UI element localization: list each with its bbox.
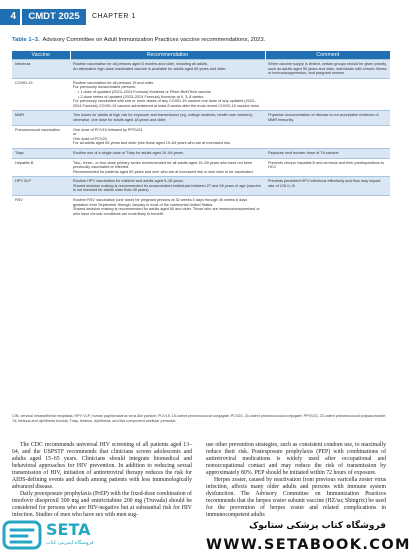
- recommendation-line: Two-, three-, or four-dose primary series recommended for all adults aged 19–59 years who have not been previously vaccinated or infected.: [73, 160, 253, 170]
- recommendation-line: Recommended for patients aged 60 years and over who are at increased risk or who wish to be vaccinated.: [73, 169, 254, 174]
- body-paragraph: Daily preexposure prophylaxis (PrEP) with the fixed-dose combination of tenofovir disoproxil 300 mg and emtricitabine 200 mg (Truvada) should be considered for persons who are HIV-negative but at substantial risk for HIV infection. Studies of men who have sex with men sug-: [12, 491, 192, 519]
- recommendation-line: For previously unvaccinated persons:: [73, 85, 136, 90]
- vaccine-cell: MMR: [12, 111, 70, 125]
- recommendation-line: For all adults aged 65 years and older plus those aged 19–64 years who are at increased risk.: [73, 141, 231, 146]
- recommendation-cell: [70, 125, 265, 148]
- page-number: 4: [0, 9, 20, 25]
- table-row-hpv: [12, 177, 390, 196]
- recommendation-line: Routine HPV vaccination for children and adults aged 9–26 years.: [73, 179, 184, 184]
- table-row-hepatitis-b: [12, 158, 390, 177]
- recommendation-cell: [70, 158, 265, 177]
- recommendation-line: For previously vaccinated with one or more doses of any COVID-19 vaccine one dose of any updated (2023–2024 Formula) COVID-19 vaccine administered at least 8 weeks after the most recent COVID-19 vaccine dose.: [73, 99, 260, 108]
- store-name: فروشگاه کتاب پزشکی ستابوک: [249, 521, 386, 531]
- recommendation-line: Routine RSV vaccination (one dose) for pregnant persons at 32 weeks 0 days through 36 weeks 6 days gestation from September through January in most of the continental United States.: [73, 198, 248, 207]
- book-logo-icon: [2, 518, 42, 552]
- page-header: [0, 9, 400, 25]
- recommendation-line: Two doses for adults at high risk for exposure and transmission (eg, college students, health care workers); otherwise, one dose for adults aged 18 years and older.: [73, 113, 253, 122]
- table-caption: [12, 37, 392, 43]
- logo-subtext: فروشگاه اینترنتی کتاب: [46, 540, 94, 546]
- table-row-mmr: [12, 111, 390, 125]
- comment-cell: Replaces next booster dose of Td vaccine: [265, 148, 390, 158]
- vaccine-table: [12, 51, 390, 218]
- recommendation-cell: [70, 60, 265, 79]
- recommendation-cell: [70, 78, 265, 111]
- body-column-left: [12, 442, 192, 520]
- body-column-right: [206, 442, 386, 519]
- store-url: WWW.SETABOOK.COM: [206, 537, 411, 553]
- recommendation-cell: [70, 111, 265, 125]
- table-header-row: [12, 51, 390, 60]
- table-footnote: CIN, cervical intraepithelial neoplasia; HPV VLP, human papillomavirus virus-like particle; PCV15, 15-valent pneumococcal conjugate; PCV20, 20-valent pneumococcal conjugate; PPSV23, 23-valent pneumococcal polysaccharide; Td, tetanus and diphtheria toxoids; Tdap, tetanus, diphtheria, and five-component acellular pertussis.: [12, 414, 387, 423]
- comment-cell: Prevents chronic hepatitis B and cirrhosis and their predispositions to HCC: [265, 158, 390, 177]
- vaccine-cell: RSV: [12, 196, 70, 219]
- body-paragraph: The CDC recommends universal HIV screening of all patients aged 13–64, and the USPSTF recommends that clinicians screen adolescents and adults aged 15–65 years. Clinicians should integrate biomedical and behavioral approaches for HIV prevention. In addition to reducing sexual transmission of HIV, initiation of antiretroviral therapy reduces the risk for AIDS-defining events and death among patients with less immunologically advanced disease.: [12, 442, 192, 491]
- table-caption-label: Table 1–3.: [12, 37, 40, 43]
- recommendation-cell: [70, 177, 265, 196]
- watermark-banner: [0, 512, 411, 556]
- comment-cell: Prevents persistent HPV infections effectively and thus may impact rate of CIN II–III: [265, 177, 390, 196]
- recommendation-line: Shared decision making is recommended for unvaccinated individuals between 27 and 45 years of age (vaccine is not licensed for adults older than 45 years).: [73, 183, 261, 193]
- comment-cell: [265, 78, 390, 111]
- comment-cell: Physician documentation of disease is not acceptable evidence of MMR immunity: [265, 111, 390, 125]
- recommendation-line: Routine use of a single dose of Tdap for adults aged 19–64 years.: [73, 150, 184, 155]
- recommendation-bullet: • 1 dose of updated (2023–2024 Formula) Moderna or Pfizer-BioNTech vaccine: [78, 89, 212, 94]
- table-row-rsv: [12, 196, 390, 219]
- recommendation-line: One dose of PCV20: [73, 136, 107, 141]
- column-header-comment: Comment: [265, 51, 390, 60]
- book-title: CMDT 2025: [22, 9, 86, 25]
- recommendation-cell: [70, 148, 265, 158]
- body-paragraph: Herpes zoster, caused by reactivation from previous varicella zoster virus infection, affects many older adults and persons with immune system dysfunction. The Advisory Committee on Immunization Practices recommends that the herpes zoster subunit vaccine (HZ/su; Shingrix) be used for the prevention of herpes zoster and related complications in immunocompetent adults: [206, 477, 386, 519]
- vaccine-cell: HPV VLP: [12, 177, 70, 196]
- table-row-influenza: [12, 60, 390, 79]
- comment-cell: [265, 125, 390, 148]
- chapter-label: CHAPTER 1: [92, 13, 136, 20]
- column-header-recommendation: Recommendation: [70, 51, 265, 60]
- comment-cell: When vaccine supply is limited, certain groups should be given priority, such as adults aged 50 years and older, individuals with chronic illness or immunosuppression, and pregnant women: [265, 60, 390, 79]
- table-caption-text: Advisory Committee on Adult Immunization Practices vaccine recommendations, 2023.: [42, 37, 266, 43]
- recommendation-line: Routine vaccination for all persons aged 6 months and older, including all adults.: [73, 62, 209, 66]
- vaccine-cell: COVID-19: [12, 78, 70, 111]
- recommendation-line: or: [73, 132, 77, 137]
- table-row-covid: [12, 78, 390, 111]
- comment-cell: [265, 196, 390, 219]
- vaccine-cell: Influenza: [12, 60, 70, 79]
- vaccine-cell: Tdap: [12, 148, 70, 158]
- recommendation-line: Routine vaccination for all persons 19 and older.: [73, 80, 155, 85]
- recommendation-line: One dose of PCV15 followed by PPSV23: [73, 127, 143, 132]
- vaccine-cell: Pneumococcal vaccination: [12, 125, 70, 148]
- vaccine-cell: Hepatitis B: [12, 158, 70, 177]
- logo-text: SETA: [46, 520, 91, 539]
- column-header-vaccine: Vaccine: [12, 51, 70, 60]
- recommendation-line: Shared decision making is recommended for adults aged 60 and older. Those who are immunocompromised or who have chronic conditions are most likely to benefit.: [73, 207, 260, 216]
- recommendation-line: An alternative high-dose inactivated vaccine is available for adults aged 65 years and older.: [73, 66, 227, 71]
- body-paragraph: use other prevention strategies, such as consistent condom use, to maximally reduce their risk. Postexposure prophylaxis (PEP) with combinations of antiretroviral medications is widely used after occupational and nonoccupational contact and may reduce the risk of transmission by approximately 80%. PEP should be initiated within 72 hours of exposure.: [206, 442, 386, 477]
- recommendation-bullet: • 2-dose series of updated (2023–2024 Formula) Novavax at 0, 3–8 weeks: [78, 94, 204, 99]
- table-row-tdap: [12, 148, 390, 158]
- recommendation-cell: [70, 196, 265, 219]
- table-row-pneumococcal: [12, 125, 390, 148]
- seta-logo: [2, 518, 132, 552]
